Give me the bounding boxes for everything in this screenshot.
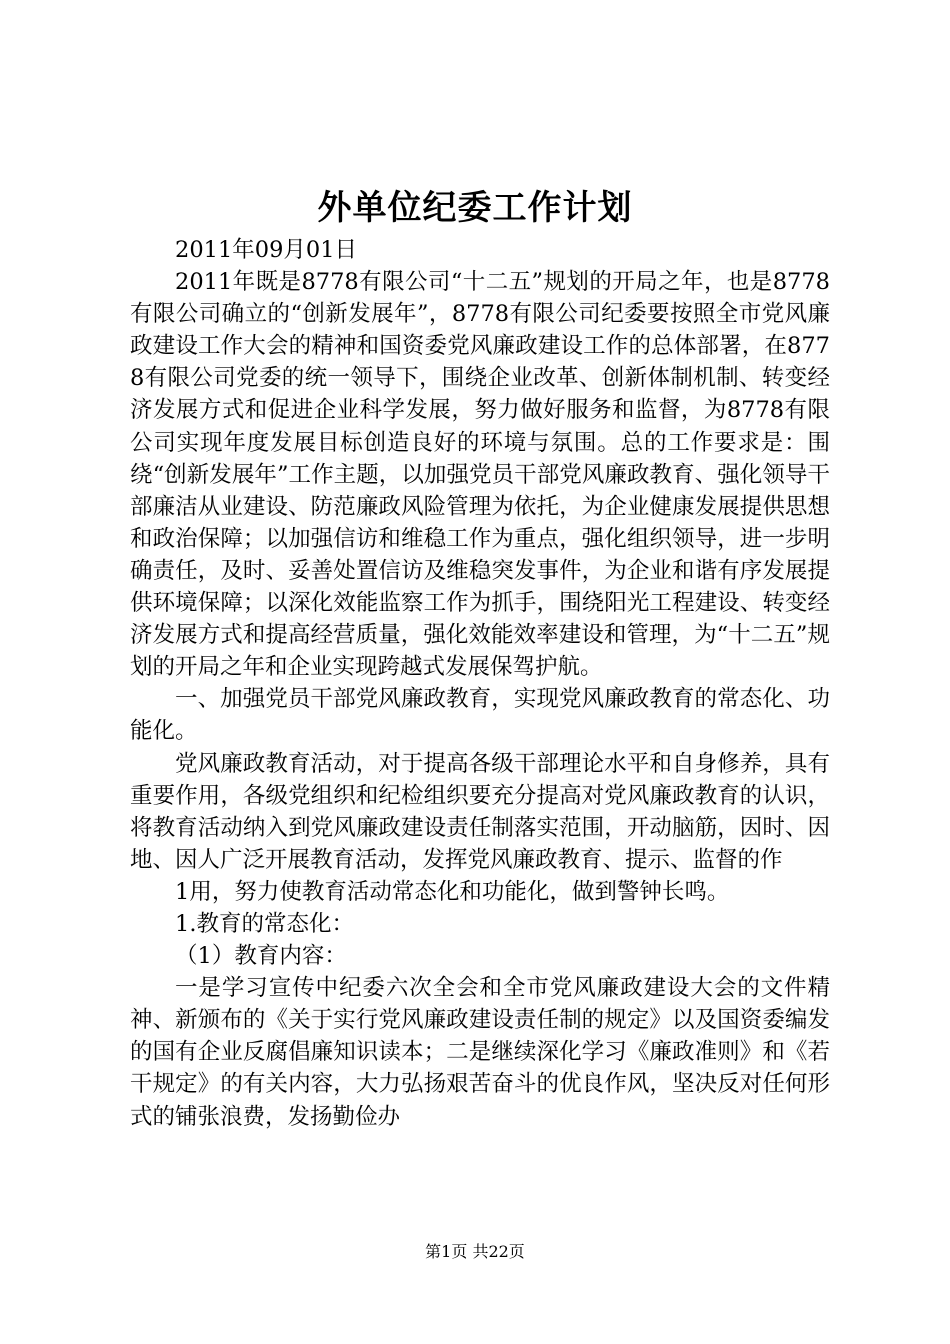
paragraph-content-details: 一是学习宣传中纪委六次全会和全市党风廉政建设大会的文件精神、新颁布的《关于实行党风廉政建设责任制的规定》以及国资委编发的国有企业反腐倡廉知识读本；二是继续深化学习《廉政准则》和《若干规定》的有关内容，大力弘扬艰苦奋斗的优良作风，坚决反对任何形式的铺张浪费，发扬勤俭办 — [130, 975, 830, 1130]
document-title: 外单位纪委工作计划 — [317, 188, 633, 228]
section-heading-1: 一、加强党员干部党风廉政教育，实现党风廉政教育的常态化、功能化。 — [130, 686, 830, 745]
subheading-1: 1.教育的常态化： — [175, 910, 354, 937]
document-date: 2011年09月01日 — [175, 237, 358, 263]
subheading-content: （1）教育内容： — [175, 943, 347, 970]
paragraph-continuation: 1用，努力使教育活动常态化和功能化，做到警钟长鸣。 — [175, 878, 730, 905]
paragraph-education: 党风廉政教育活动，对于提高各级干部理论水平和自身修养，具有重要作用，各级党组织和纪检组织要充分提高对党风廉政教育的认识，将教育活动纳入到党风廉政建设责任制落实范围，开动脑筋，因时、因地、因人广泛开展教育活动，发挥党风廉政教育、提示、监督的作 — [130, 750, 830, 873]
page-footer: 第1页 共22页 — [425, 1242, 525, 1261]
document-body — [130, 234, 830, 1133]
paragraph-intro: 2011年既是8778有限公司“十二五”规划的开局之年，也是8778有限公司确立的“创新发展年”，8778有限公司纪委要按照全市党风廉政建设工作大会的精神和国资委党风廉政建设工作的总体部署，在8778有限公司党委的统一领导下，围绕企业改革、创新体制机制、转变经济发展方式和促进企业科学发展，努力做好服务和监督，为8778有限公司实现年度发展目标创造良好的环境与氛围。总的工作要求是：围绕“创新发展年”工作主题，以加强党员干部党风廉政教育、强化领导干部廉洁从业建设、防范廉政风险管理为依托，为企业健康发展提供思想和政治保障；以加强信访和维稳工作为重点，强化组织领导，进一步明确责任，及时、妥善处置信访及维稳突发事件，为企业和谐有序发展提供环境保障；以深化效能监察工作为抓手，围绕阳光工程建设、转变经济发展方式和提高经营质量，强化效能效率建设和管理，为“十二五”规划的开局之年和企业实现跨越式发展保驾护航。 — [130, 269, 830, 681]
